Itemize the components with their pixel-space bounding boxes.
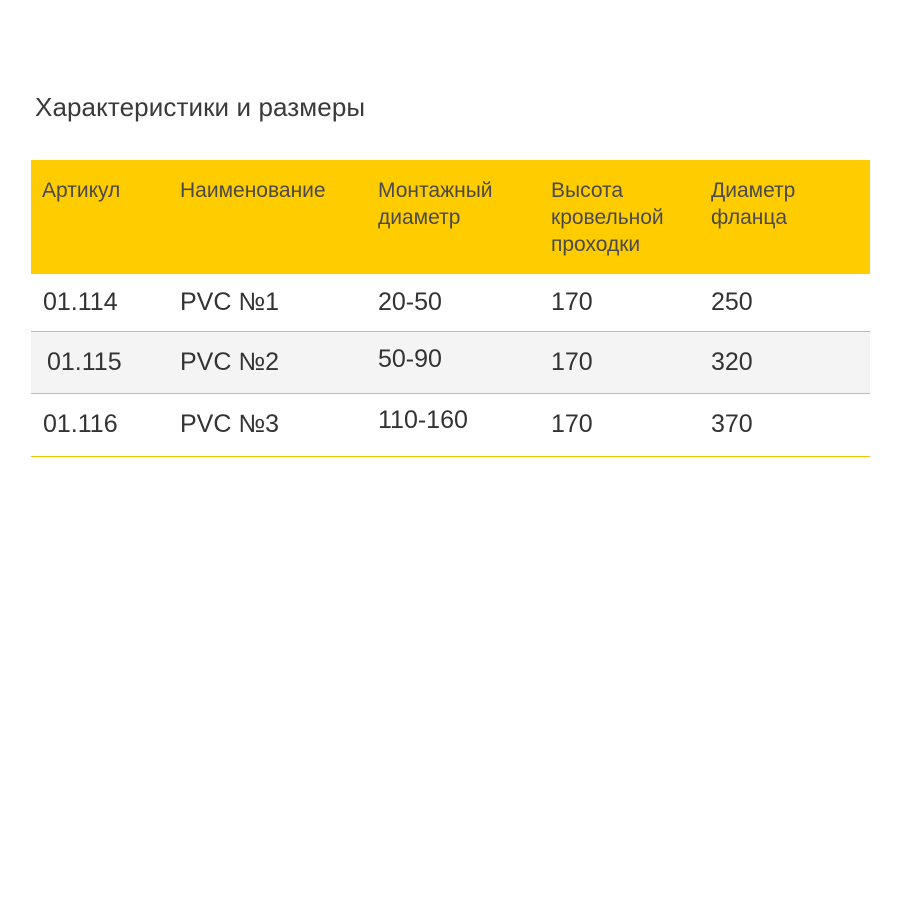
cell-mount-diameter-text: 110-160 xyxy=(378,406,468,434)
specifications-table xyxy=(31,160,870,457)
header-mount-diameter-line-1: Монтажный xyxy=(378,179,493,202)
table-body xyxy=(31,274,870,456)
header-name xyxy=(169,160,367,274)
header-article xyxy=(31,160,169,274)
header-article-line: Артикул xyxy=(42,179,121,202)
cell-roof-height xyxy=(540,274,700,331)
cell-roof-height xyxy=(540,393,700,456)
cell-flange-diameter xyxy=(700,331,870,393)
cell-flange-diameter-text: 370 xyxy=(711,410,753,438)
cell-name xyxy=(169,393,367,456)
table-row xyxy=(31,331,870,393)
cell-article xyxy=(31,274,169,331)
cell-mount-diameter xyxy=(367,274,540,331)
cell-mount-diameter xyxy=(367,393,540,456)
cell-flange-diameter-text: 320 xyxy=(711,347,753,376)
cell-roof-height-text: 170 xyxy=(551,287,593,316)
header-row xyxy=(31,160,870,274)
cell-name-text: PVC №2 xyxy=(180,347,280,376)
table-row xyxy=(31,274,870,331)
table-header xyxy=(31,160,870,274)
header-roof-height xyxy=(540,160,700,274)
cell-flange-diameter xyxy=(700,393,870,456)
cell-article-text: 01.115 xyxy=(47,347,122,376)
page-title: Характеристики и размеры xyxy=(35,92,366,122)
cell-article-text: 01.116 xyxy=(43,410,118,438)
cell-flange-diameter-text: 250 xyxy=(711,287,753,316)
header-mount-diameter-line-2: диаметр xyxy=(378,206,461,229)
header-flange-diameter-line-1: Диаметр xyxy=(711,179,796,202)
cell-name xyxy=(169,331,367,393)
cell-roof-height-text: 170 xyxy=(551,410,593,438)
header-flange-diameter-line-2: фланца xyxy=(711,206,788,229)
cell-mount-diameter-text: 50-90 xyxy=(378,344,442,373)
header-roof-height-line-1: Высота xyxy=(551,179,624,202)
cell-roof-height-text: 170 xyxy=(551,347,593,376)
cell-name-text: PVC №1 xyxy=(180,287,280,316)
header-roof-height-line-2: кровельной xyxy=(551,206,664,229)
cell-mount-diameter xyxy=(367,331,540,393)
header-roof-height-line-3: проходки xyxy=(551,233,641,256)
cell-name xyxy=(169,274,367,331)
cell-mount-diameter-text: 20-50 xyxy=(378,287,442,316)
cell-name-text: PVC №3 xyxy=(180,410,280,438)
cell-article xyxy=(31,393,169,456)
header-name-line: Наименование xyxy=(180,179,326,202)
table-row xyxy=(31,393,870,456)
cell-roof-height xyxy=(540,331,700,393)
header-flange-diameter xyxy=(700,160,870,274)
cell-flange-diameter xyxy=(700,274,870,331)
header-mount-diameter xyxy=(367,160,540,274)
cell-article-text: 01.114 xyxy=(43,287,118,316)
cell-article xyxy=(31,331,169,393)
